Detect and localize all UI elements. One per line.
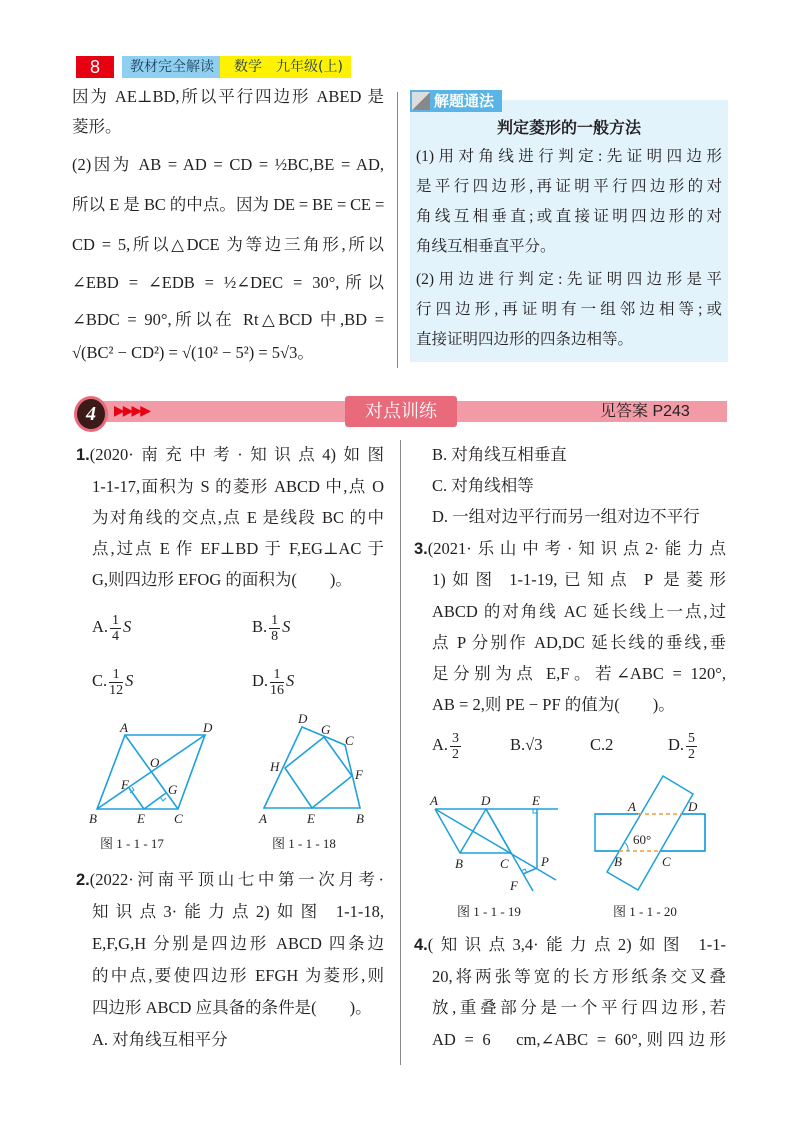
q2-option-a[interactable]: A. 对角线互相平分 (92, 1030, 228, 1049)
figure-1-1-17 (97, 735, 205, 809)
q1-line: G,则四边形 EFOG 的面积为( )。 (92, 570, 352, 589)
q1-line: 1-1-17,面积为 S 的菱形 ABCD 中,点 O (92, 477, 384, 496)
method-line: (2)用边进行判定:先证明四边形是平 (416, 271, 722, 288)
figure-caption: 图 1 - 1 - 20 (613, 904, 677, 919)
point-label: C (500, 856, 509, 871)
point-label: B (614, 854, 622, 869)
numerator: 3 (452, 730, 460, 746)
point-label: C (174, 811, 183, 826)
point-label: B (89, 811, 97, 826)
q2-line: E,F,G,H 分别是四边形 ABCD 四条边 (92, 934, 384, 953)
q1-line: 点,过点 E 作 EF⊥BD 于 F,EG⊥AC 于 (92, 539, 384, 558)
figure-1-1-17-labels (89, 720, 213, 826)
point-label: E (532, 793, 540, 808)
q2-option-c[interactable]: C. 对角线相等 (432, 476, 534, 495)
subject-label: 数学 九年级(上) (220, 56, 351, 78)
text-line: (2)因为 AB = AD = CD = ½BC,BE = AD, (72, 155, 384, 174)
point-label: A (120, 720, 128, 735)
point-label: G (168, 782, 178, 797)
q3-option-a[interactable] (432, 728, 463, 762)
option-label: B. (510, 735, 526, 754)
q3-line: 足分别为点 E,F。若∠ABC = 120°, (432, 664, 726, 683)
method-title: 判定菱形的一般方法 (496, 118, 641, 137)
point-label: O (150, 755, 160, 770)
text-line: ∠BDC = 90°,所以在 Rt△BCD 中,BD = (72, 310, 384, 329)
figure-caption: 图 1 - 1 - 17 (100, 836, 164, 851)
text-line: ∠EBD = ∠EDB = ½∠DEC = 30°,所以 (72, 273, 384, 292)
method-line: 角线互相垂直平分。 (416, 238, 556, 255)
point-label: P (541, 854, 549, 869)
numerator: 1 (112, 612, 120, 628)
point-label: F (121, 777, 129, 792)
q4-text: (知识点3,4·能力点2)如图 1-1- (427, 935, 726, 954)
option-label: A. (92, 617, 109, 636)
point-label: D (203, 720, 213, 735)
q2-option-b[interactable]: B. 对角线互相垂直 (432, 445, 567, 464)
point-label: D (688, 799, 698, 814)
q2-line: 知识点3·能力点2)如图 1-1-18, (92, 902, 384, 921)
denominator: 4 (112, 628, 120, 644)
option-label: D. (668, 735, 685, 754)
q3-option-c[interactable] (590, 728, 613, 762)
point-label: C (662, 854, 671, 869)
page-number: 8 (76, 56, 114, 78)
q2-text: (2022·河南平顶山七中第一次月考· (89, 870, 384, 889)
text-line: √(BC² − CD²) = √(10² − 5²) = 5√3。 (72, 343, 314, 362)
option-suffix: S (123, 617, 132, 636)
arrows-icon: ▶▶▶▶ (114, 403, 150, 419)
denominator: 2 (688, 746, 696, 762)
figure-1-1-19 (435, 809, 558, 891)
q2-number: 2. (76, 871, 90, 889)
denominator: 12 (109, 682, 124, 698)
figure-caption: 图 1 - 1 - 19 (457, 904, 521, 919)
q3-number: 3. (414, 540, 428, 558)
point-label: H (270, 759, 280, 774)
numerator: 1 (271, 612, 279, 628)
q2-line (76, 869, 384, 891)
point-label: E (137, 811, 145, 826)
method-tag-label: 解题通法 (434, 92, 495, 110)
q4-line: 放,重叠部分是一个平行四边形,若 (432, 998, 726, 1017)
angle-label: 60° (633, 832, 652, 847)
q3-text: (2021·乐山中考·知识点2·能力点 (427, 539, 726, 558)
text-line: 因为 AE⊥BD,所以平行四边形 ABED 是 (72, 87, 384, 106)
point-label: B (455, 856, 463, 871)
point-label: F (355, 767, 363, 782)
q2-line: 四边形 ABCD 应具备的条件是( )。 (92, 998, 372, 1017)
q3-option-b[interactable] (510, 728, 542, 762)
text-line: 菱形。 (72, 117, 122, 136)
q1-line: 为对角线的交点,点 E 是线段 BC 的中 (92, 508, 384, 527)
method-line: 行四边形,再证明有一组邻边相等;或 (416, 301, 722, 318)
option-suffix: S (125, 671, 134, 690)
point-label: A (628, 799, 636, 814)
option-label: A. (432, 735, 449, 754)
q2-line: 的中点,要使四边形 EFGH 为菱形,则 (92, 966, 384, 985)
numerator: 1 (109, 667, 123, 683)
point-label: C (345, 733, 354, 748)
q1-number: 1. (76, 446, 90, 464)
q3-line: 点 P 分别作 AD,DC 延长线的垂线,垂 (432, 633, 726, 652)
point-label: A (430, 793, 438, 808)
method-line: 角线互相垂直;或直接证明四边形的对 (416, 208, 722, 225)
q4-line: 20,将两张等宽的长方形纸条交叉叠 (432, 967, 726, 986)
option-label: C. (92, 671, 108, 690)
q1-text: (2020·南充中考·知识点4)如图 (89, 445, 384, 464)
point-label: E (307, 811, 315, 826)
q4-number: 4. (414, 936, 428, 954)
denominator: 8 (271, 628, 279, 644)
q4-line: AD = 6 cm,∠ABC = 60°,则四边形 (432, 1030, 726, 1049)
option-label: B. (252, 617, 268, 636)
point-label: D (481, 793, 491, 808)
figure-1-1-19-labels (429, 793, 549, 893)
method-line: 直接证明四边形的四条边相等。 (416, 331, 634, 348)
section-title: 对点训练 (345, 396, 457, 427)
method-line: (1)用对角线进行判定:先证明四边形 (416, 148, 722, 165)
q3-line: 1)如图 1-1-19,已知点 P 是菱形 (432, 570, 726, 589)
q3-option-d[interactable] (668, 728, 699, 762)
point-label: G (321, 722, 331, 737)
option-value: 2 (605, 735, 614, 754)
text-line: 所以 E 是 BC 的中点。因为 DE = BE = CE = (72, 195, 384, 214)
text-line: CD = 5,所以△DCE 为等边三角形,所以 (72, 235, 384, 254)
denominator: 2 (452, 746, 460, 762)
q4-line (414, 934, 726, 956)
section-number: 4 (74, 396, 108, 432)
option-label: D. (252, 671, 269, 690)
option-label: C. (590, 735, 606, 754)
option-suffix: S (286, 671, 295, 690)
q2-option-d[interactable]: D. 一组对边平行而另一组对边不平行 (432, 507, 700, 526)
series-label: 教材完全解读 (122, 56, 224, 78)
q3-line (414, 538, 726, 560)
numerator: 1 (270, 667, 284, 683)
method-line: 是平行四边形,再证明平行四边形的对 (416, 178, 722, 195)
numerator: 5 (688, 730, 696, 746)
point-label: D (298, 711, 308, 726)
q3-line: ABCD 的对角线 AC 延长线上一点,过 (432, 602, 726, 621)
point-label: B (356, 811, 364, 826)
option-suffix: S (282, 617, 291, 636)
q3-line: AB = 2,则 PE − PF 的值为( )。 (432, 695, 675, 714)
point-label: F (510, 878, 518, 893)
answer-reference: 见答案 P243 (600, 403, 690, 420)
figure-caption: 图 1 - 1 - 18 (272, 836, 336, 851)
point-label: A (259, 811, 267, 826)
denominator: 16 (270, 682, 285, 698)
option-value: √3 (525, 735, 543, 754)
